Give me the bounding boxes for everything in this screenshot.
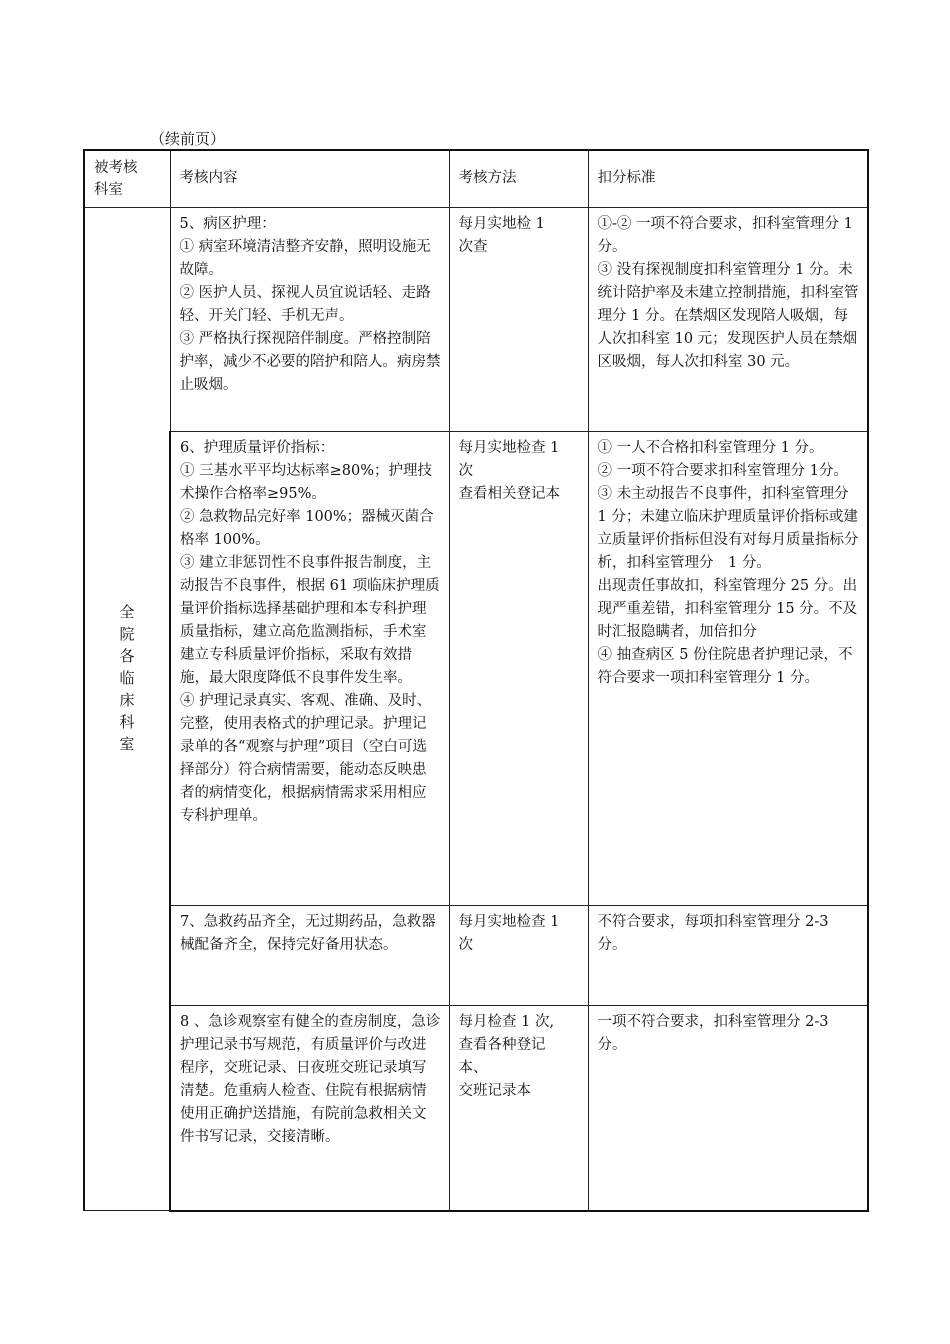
row-5-deduction: ①-② 一项不符合要求，扣科室管理分 1 分。 ③ 没有探视制度扣科室管理分 1 分。未统计陪护率及未建立控制措施，扣科室管理分 1 分。在禁烟区发现陪人吸烟，每人次扣科室 10 元；发现医护人员在禁烟区吸烟，每人次扣科室 30 元。 — [597, 216, 859, 370]
table-row — [84, 1006, 868, 1211]
assessment-table — [83, 149, 869, 1212]
row-8-method: 每月检查 1 次, 查看各种登记 本、 交班记录本 — [458, 1014, 555, 1099]
header-department: 被考核 科室 — [94, 160, 138, 198]
department-name: 全院各临床科室 — [119, 603, 135, 753]
row-8-content: 8 、急诊观察室有健全的查房制度，急诊护理记录书写规范，有质量评价与改进程序，交班记录、日夜班交班记录填写清楚。危重病人检查、住院有根据病情使用正确护送措施，有院前急救相关文件书写记录，交接清晰。 — [180, 1014, 441, 1145]
row-7-deduction: 不符合要求，每项扣科室管理分 2-3 分。 — [597, 914, 834, 953]
table-row — [84, 432, 868, 906]
row-7-method: 每月实地检查 1 次 — [458, 914, 560, 953]
row-6-content: 6、护理质量评价指标： ① 三基水平平均达标率≥80%；护理技术操作合格率≥95%。 ② 急救物品完好率 100%；器械灭菌合格率 100%。 ③ 建立非惩罚性不良事件报告制度，主动报告不良事件，根据 61 项临床护理质量评价指标选择基础护理和本专科护理质量指标，建立高危监测指标，手术室建立专科质量评价指标，采取有效措施，最大限度降低不良事件发生率。 ④ 护理记录真实、客观、准确、及时、完整，使用表格式的护理记录。护理记录单的各“观察与护理”项目（空白可选择部分）符合病情需要，能动态反映患者的病情变化，根据病情需求采用相应专科护理单。 — [180, 440, 440, 824]
row-5-method: 每月实地检 1 次查 — [458, 216, 545, 255]
header-method: 考核方法 — [458, 170, 517, 186]
row-7-content: 7、急救药品齐全，无过期药品，急救器械配备齐全，保持完好备用状态。 — [180, 914, 436, 953]
header-row — [84, 150, 868, 208]
continued-label: （续前页） — [150, 130, 226, 148]
header-deduction: 扣分标准 — [597, 170, 656, 186]
header-content: 考核内容 — [179, 170, 238, 186]
table-row — [84, 906, 868, 1006]
row-6-method: 每月实地检查 1 次 查看相关登记本 — [458, 440, 560, 502]
table-row — [84, 208, 868, 432]
department-cell — [84, 208, 170, 1211]
row-5-content: 5、病区护理： ① 病室环境清洁整齐安静，照明设施无故障。 ② 医护人员、探视人员宜说话轻、走路轻、开关门轻、手机无声。 ③ 严格执行探视陪伴制度。严格控制陪护率，减少不必要的陪护和陪人。病房禁止吸烟。 — [179, 216, 441, 393]
row-6-deduction: ① 一人不合格扣科室管理分 1 分。 ② 一项不符合要求扣科室管理分 1分。 ③ 未主动报告不良事件，扣科室管理分 1 分；未建立临床护理质量评价指标或建立质量评价指标但没有对每月质量指标分析，扣科室管理分 1 分。 出现责任事故扣，科室管理分 25 分。出现严重差错，扣科室管理分 15 分。不及时汇报隐瞒者，加倍扣分 ④ 抽查病区 5 份住院患者护理记录，不符合要求一项扣科室管理分 1 分。 — [597, 440, 859, 686]
row-8-deduction: 一项不符合要求，扣科室管理分 2-3 分。 — [597, 1014, 834, 1053]
